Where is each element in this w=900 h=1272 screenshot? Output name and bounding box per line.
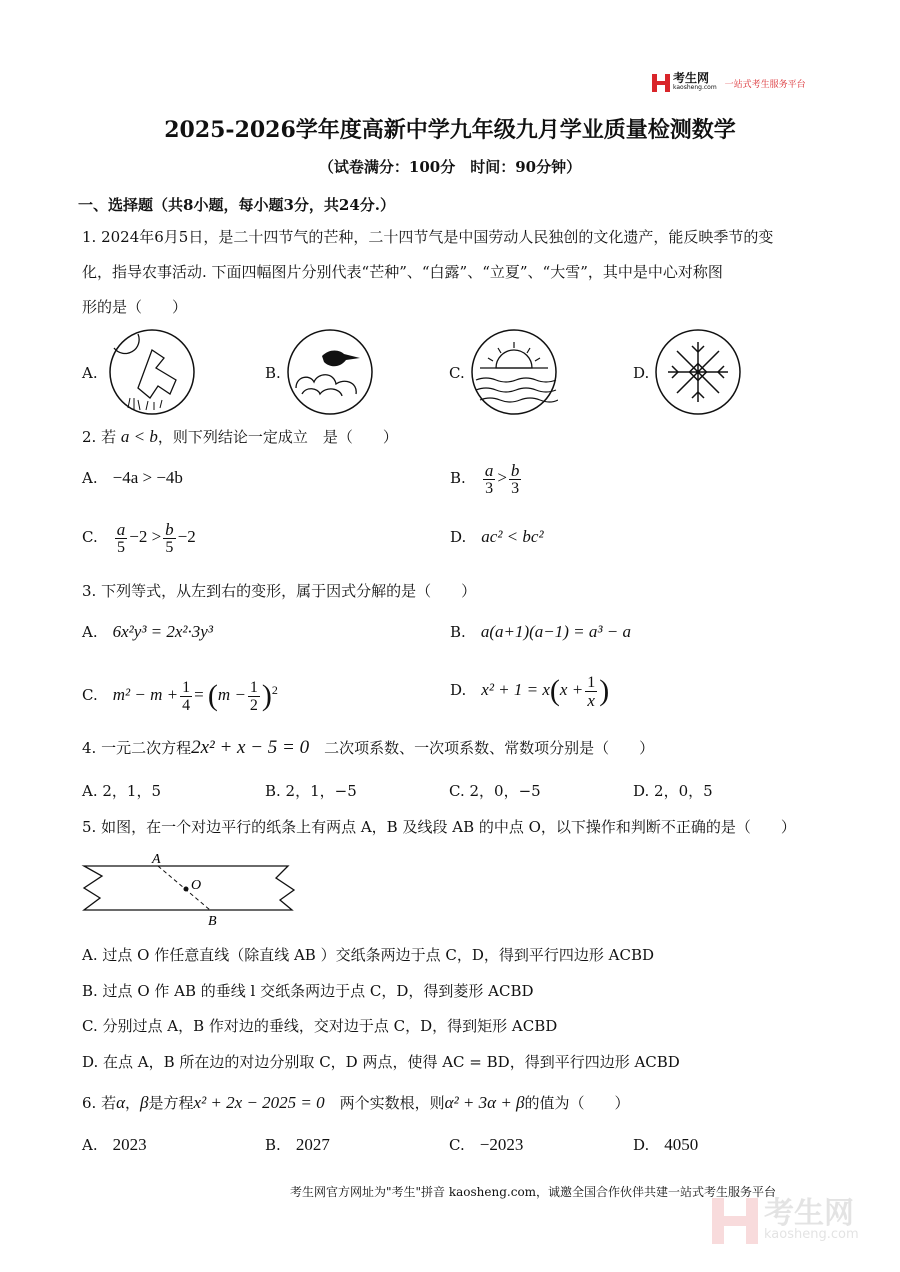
q1-option-label: D. xyxy=(633,364,650,382)
paper-strip-figure xyxy=(80,848,300,930)
q6-option-d[interactable]: D. 4050 xyxy=(633,1135,699,1154)
q6-option-a[interactable]: A. 2023 xyxy=(82,1135,147,1154)
footer-note: 考生网官方网址为"考生"拼音 kaosheng.com，诚邀全国合作伙伴共建一站式考生服务平台 xyxy=(290,1185,777,1199)
section-heading: 一、选择题（共8小题，每小题3分，共24分.） xyxy=(78,196,395,214)
bailu-image xyxy=(286,328,374,416)
q4-option-c[interactable]: C. 2，0，−5 xyxy=(449,782,541,800)
point-a-label: A xyxy=(152,852,161,867)
q2-stem: 2. 若 a < b，则下列结论一定成立 是（ ） xyxy=(82,427,398,446)
q2-option-c[interactable]: C. $\frac{a}{5}$ −2 > $\frac{b}{5}$ −2 xyxy=(82,519,196,556)
q1-line: 1. 2024年6月5日，是二十四节气的芒种，二十四节气是中国劳动人民独创的文化遗产，能反映季节的变 xyxy=(82,228,774,246)
q1-option-label: C. xyxy=(449,364,465,382)
q4-option-b[interactable]: B. 2，1，−5 xyxy=(265,782,357,800)
mangzhong-image xyxy=(108,328,196,416)
q4-option-d[interactable]: D. 2，0，5 xyxy=(633,782,713,800)
point-o-label: O xyxy=(191,878,202,893)
q5-stem: 5. 如图，在一个对边平行的纸条上有两点 A，B 及线段 AB 的中点 O，以下操作和判断不正确的是（ ） xyxy=(82,818,796,836)
brand-name: 考生网 xyxy=(673,71,710,85)
watermark-name: 考生网 xyxy=(764,1196,854,1231)
kaosheng-logo-icon xyxy=(652,74,670,92)
brand-slogan: 一站式考生服务平台 xyxy=(724,79,806,90)
watermark-domain: kaosheng.com xyxy=(764,1227,859,1242)
brand-domain: kaosheng.com xyxy=(673,84,717,91)
q2-option-d[interactable]: D. ac² < bc² xyxy=(450,527,544,546)
q5-option-b[interactable]: B. 过点 O 作 AB 的垂线 l 交纸条两边于点 C，D，得到菱形 ACBD xyxy=(82,982,534,1000)
q5-option-d[interactable]: D. 在点 A，B 所在边的对边分别取 C，D 两点，使得 AC = BD，得到平行四边形 ACBD xyxy=(82,1053,680,1071)
q3-option-b[interactable]: B. a(a+1)(a−1) = a³ − a xyxy=(450,622,631,641)
q1-line: 化，指导农事活动. 下面四幅图片分别代表“芒种”、“白露”、“立夏”、“大雪”，其中是中心对称图 xyxy=(82,263,723,281)
q3-stem: 3. 下列等式，从左到右的变形，属于因式分解的是（ ） xyxy=(82,582,477,600)
q2-option-b[interactable]: B. $\frac{a}{3}$ > $\frac{b}{3}$ xyxy=(450,460,520,497)
q3-option-d[interactable]: D. x² + 1 = x(x + $\frac{1}{x}$ ) xyxy=(450,673,610,710)
page-title: 2025-2026学年度高新中学九年级九月学业质量检测数学 xyxy=(164,117,736,143)
q6-option-b[interactable]: B. 2027 xyxy=(265,1135,330,1154)
brand-logo xyxy=(652,73,806,93)
point-b-label: B xyxy=(208,914,217,929)
lixia-image xyxy=(470,328,558,416)
q4-option-a[interactable]: A. 2，1，5 xyxy=(82,782,161,800)
q1-option-label: B. xyxy=(265,364,281,382)
q6-stem: 6. 若α，β是方程x² + 2x − 2025 = 0 两个实数根，则α² + 3α + β的值为（ ） xyxy=(82,1093,630,1112)
q5-option-c[interactable]: C. 分别过点 A，B 作对边的垂线，交对边于点 C，D，得到矩形 ACBD xyxy=(82,1017,558,1035)
daxue-image xyxy=(654,328,742,416)
q6-option-c[interactable]: C. −2023 xyxy=(449,1135,524,1154)
q1-option-label: A. xyxy=(82,364,98,382)
q1-line: 形的是（ ） xyxy=(82,298,188,316)
q4-stem: 4. 一元二次方程2x² + x − 5 = 0 二次项系数、一次项系数、常数项分别是（ ） xyxy=(82,737,655,758)
page-subtitle: （试卷满分：100分 时间：90分钟） xyxy=(318,158,582,176)
watermark xyxy=(712,1198,859,1244)
q3-option-a[interactable]: A. 6x²y³ = 2x²·3y³ xyxy=(82,622,213,641)
watermark-logo-icon xyxy=(712,1198,758,1244)
q2-option-a[interactable]: A. −4a > −4b xyxy=(82,468,183,487)
q5-option-a[interactable]: A. 过点 O 作任意直线（除直线 AB ）交纸条两边于点 C，D，得到平行四边形 ACBD xyxy=(82,946,654,964)
q3-option-c[interactable]: C. m² − m + $\frac{1}{4}$ = (m − $\frac{1}{2}$ )$^2$ xyxy=(82,678,278,714)
